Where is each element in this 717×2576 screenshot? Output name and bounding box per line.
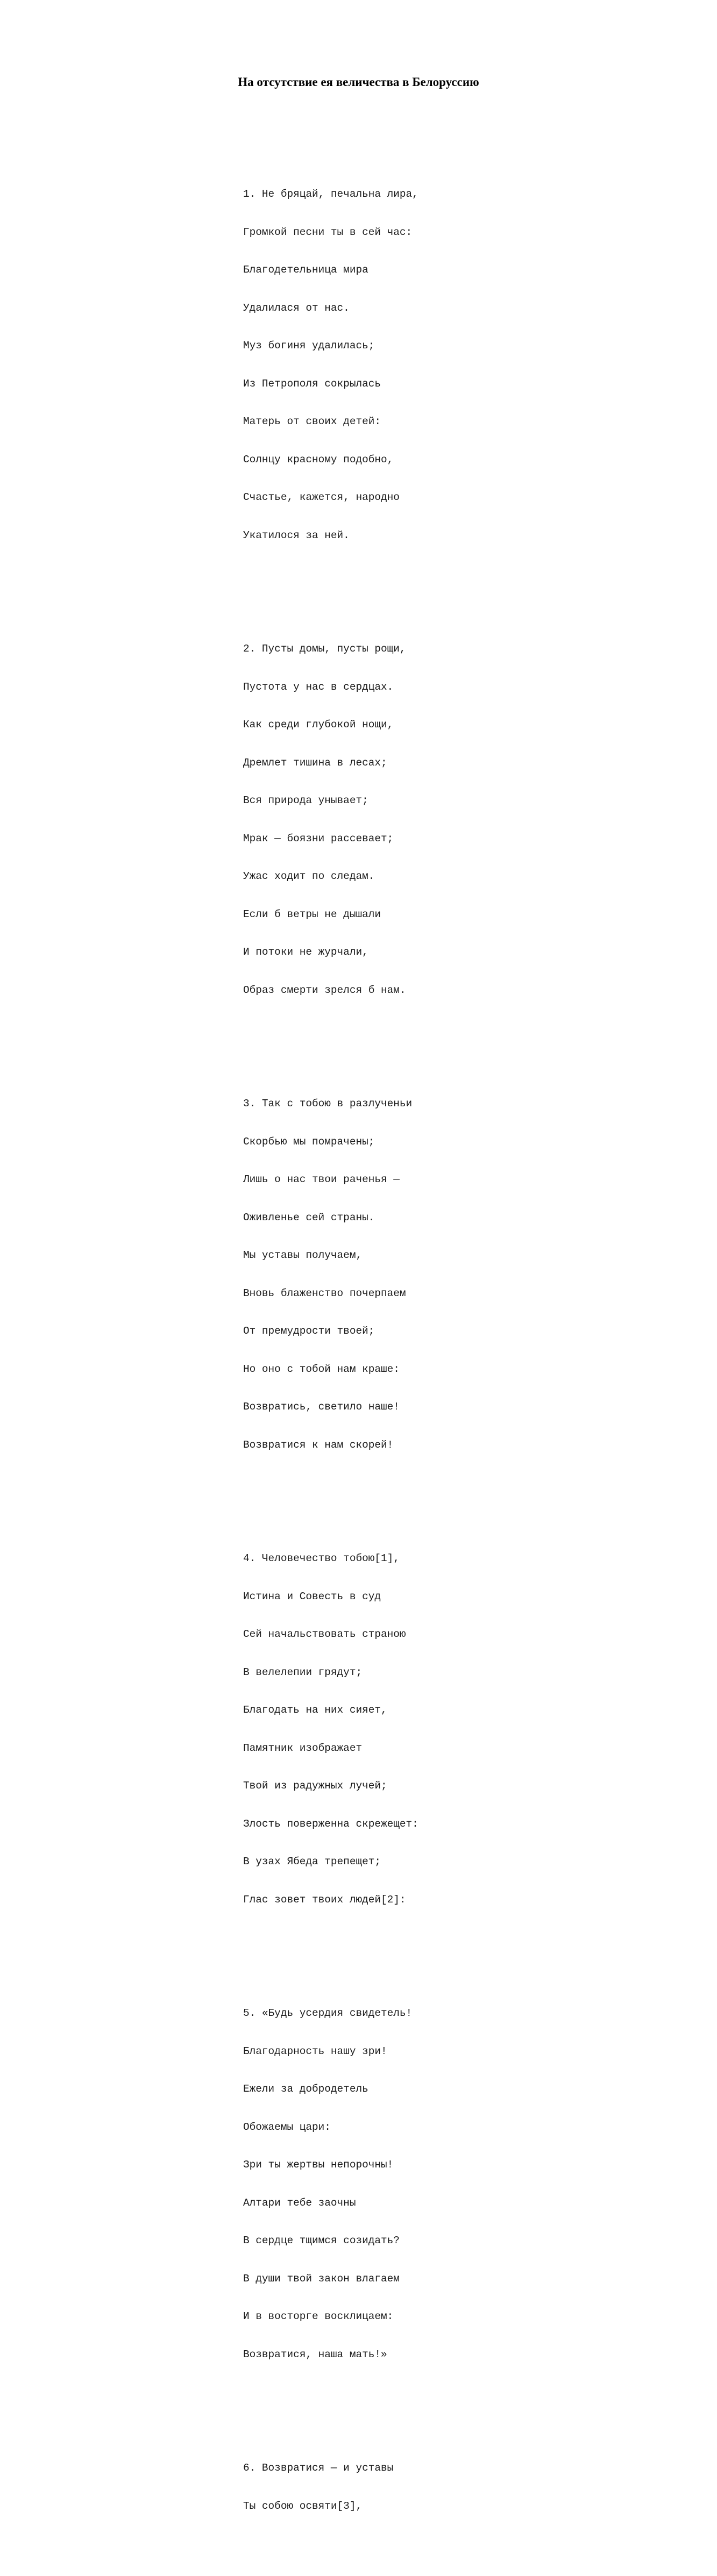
poem-body <box>243 138 418 2576</box>
poem-line: Вновь блаженство почерпаем <box>243 1287 406 1299</box>
poem-line: 3. Так с тобою в разлученьи <box>243 1098 413 1110</box>
poem-line: Ежели за добродетель <box>243 2083 368 2095</box>
poem-line: Лишь о нас твои раченья — <box>243 1173 400 1185</box>
poem-line: Благодетельница мира <box>243 264 368 276</box>
stanza-2 <box>243 618 418 1022</box>
poem-line: Матерь от своих детей: <box>243 416 381 427</box>
poem-line: В сердце тщимся созидать? <box>243 2235 400 2246</box>
stanza-4 <box>243 1527 418 1931</box>
poem-line: Возвратися к нам скорей! <box>243 1439 394 1451</box>
poem-line: Укатилося за ней. <box>243 529 350 541</box>
stanza-5 <box>243 1982 418 2386</box>
poem-line: В велелепии грядут; <box>243 1666 363 1678</box>
poem-line: 1. Не бряцай, печальна лира, <box>243 188 418 200</box>
stanza-6 <box>243 2437 418 2538</box>
poem-line: Обожаемы цари: <box>243 2121 331 2133</box>
poem-line: 4. Человечество тобою[1], <box>243 1552 400 1564</box>
poem-line: Счастье, кажется, народно <box>243 491 400 503</box>
poem-line: Солнцу красному подобно, <box>243 453 394 466</box>
poem-line: Твой из радужных лучей; <box>243 1780 387 1792</box>
stanza-3 <box>243 1072 418 1477</box>
poem-line: Оживленье сей страны. <box>243 1211 375 1223</box>
poem-line: Дремлет тишина в лесах; <box>243 756 387 769</box>
poem-line: Вся природа унывает; <box>243 795 368 806</box>
poem-line: В узах Ябеда трепещет; <box>243 1856 381 1867</box>
poem-line: Зри ты жертвы непорочны! <box>243 2159 394 2171</box>
poem-line: Громкой песни ты в сей час: <box>243 226 413 238</box>
poem-line: Удалилася от нас. <box>243 302 350 314</box>
poem-line: И в восторге восклицаем: <box>243 2310 394 2322</box>
stanza-1 <box>243 163 418 567</box>
poem-line: Пустота у нас в сердцах. <box>243 681 394 693</box>
poem-line: Муз богиня удалилась; <box>243 340 375 352</box>
poem-line: Ты собою освяти[3], <box>243 2500 363 2512</box>
poem-line: 5. «Будь усердия свидетель! <box>243 2007 413 2019</box>
poem-line: Образ смерти зрелся б нам. <box>243 984 406 996</box>
poem-line: Как среди глубокой нощи, <box>243 719 394 731</box>
poem-line: Мрак — боязни рассевает; <box>243 832 394 845</box>
poem-line: И потоки не журчали, <box>243 946 368 958</box>
poem-line: Памятник изображает <box>243 1742 363 1754</box>
poem-line: Но оно с тобой нам краше: <box>243 1363 400 1375</box>
poem-line: Скорбью мы помрачены; <box>243 1135 375 1148</box>
poem-line: 6. Возвратися — и уставы <box>243 2462 394 2474</box>
poem-line: Возвратися, наша мать!» <box>243 2348 387 2360</box>
poem-line: Злость поверженна скрежещет: <box>243 1817 418 1830</box>
poem-line: Благодарность нашу зри! <box>243 2045 387 2057</box>
poem-line: Мы уставы получаем, <box>243 1249 363 1261</box>
poem-line: 2. Пусты домы, пусты рощи, <box>243 643 406 655</box>
poem-line: Если б ветры не дышали <box>243 908 381 920</box>
poem-line: Из Петрополя сокрылась <box>243 377 381 390</box>
poem-line: Истина и Совесть в суд <box>243 1590 381 1602</box>
poem-line: Ужас ходит по следам. <box>243 870 375 882</box>
poem-line: В души твой закон влагаем <box>243 2272 400 2285</box>
poem-line: Алтари тебе заочны <box>243 2196 356 2209</box>
poem-line: Возвратись, светило наше! <box>243 1401 400 1413</box>
poem-line: Сей начальствовать страною <box>243 1628 406 1640</box>
poem-line: От премудрости твоей; <box>243 1325 375 1337</box>
poem-line: Благодать на них сияет, <box>243 1704 387 1716</box>
poem-line: Глас зовет твоих людей[2]: <box>243 1893 406 1906</box>
document-title: На отсутствие ея величества в Белоруссию <box>238 75 479 89</box>
